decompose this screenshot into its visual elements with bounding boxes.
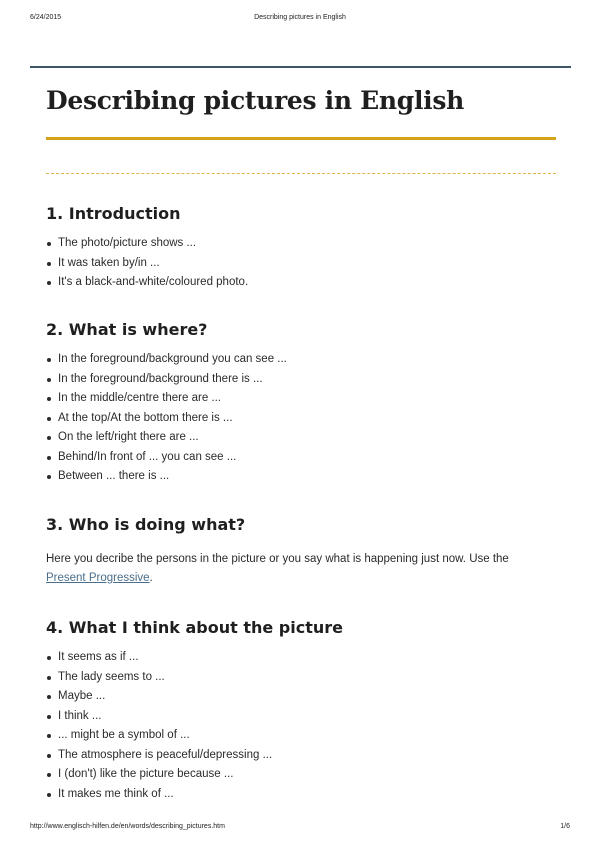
section-heading-who-is-doing-what: 3. Who is doing what? <box>46 515 246 534</box>
paragraph-end: . <box>149 572 153 584</box>
page-title: Describing pictures in English <box>46 86 465 115</box>
list-item: It makes me think of ... <box>46 785 272 805</box>
section-paragraph <box>46 550 546 588</box>
print-date: 6/24/2015 <box>30 14 62 21</box>
list-item: At the top/At the bottom there is ... <box>46 409 287 429</box>
list-item: It seems as if ... <box>46 648 272 668</box>
list-item: Behind/In front of ... you can see ... <box>46 448 287 468</box>
list-item: On the left/right there are ... <box>46 428 287 448</box>
list-item: In the foreground/background there is ... <box>46 370 287 390</box>
list-item: Maybe ... <box>46 687 272 707</box>
print-header <box>30 14 570 26</box>
present-progressive-link[interactable]: Present Progressive <box>46 572 150 584</box>
top-divider <box>30 66 571 68</box>
list-item: The photo/picture shows ... <box>46 234 248 254</box>
section-heading-what-i-think: 4. What I think about the picture <box>46 618 343 637</box>
title-underline <box>46 137 556 140</box>
list-item: It was taken by/in ... <box>46 254 248 274</box>
list-item: It's a black-and-white/coloured photo. <box>46 273 248 293</box>
what-i-think-list <box>46 648 272 804</box>
list-item: The atmosphere is peaceful/depressing ... <box>46 746 272 766</box>
section-heading-introduction: 1. Introduction <box>46 204 181 223</box>
print-doc-title: Describing pictures in English <box>254 14 346 21</box>
list-item: Between ... there is ... <box>46 467 287 487</box>
section-heading-what-is-where: 2. What is where? <box>46 320 208 339</box>
list-item: ... might be a symbol of ... <box>46 726 272 746</box>
dotted-divider <box>46 173 556 174</box>
what-is-where-list <box>46 350 287 487</box>
print-footer <box>30 823 570 835</box>
list-item: I think ... <box>46 707 272 727</box>
list-item: In the middle/centre there are ... <box>46 389 287 409</box>
list-item: I (don't) like the picture because ... <box>46 765 272 785</box>
list-item: In the foreground/background you can see ... <box>46 350 287 370</box>
list-item: The lady seems to ... <box>46 668 272 688</box>
print-url: http://www.englisch-hilfen.de/en/words/describing_pictures.htm <box>30 823 225 830</box>
introduction-list <box>46 234 248 293</box>
page-number: 1/6 <box>560 823 570 830</box>
paragraph-text: Here you decribe the persons in the picture or you say what is happening just now. Use the <box>46 553 509 565</box>
